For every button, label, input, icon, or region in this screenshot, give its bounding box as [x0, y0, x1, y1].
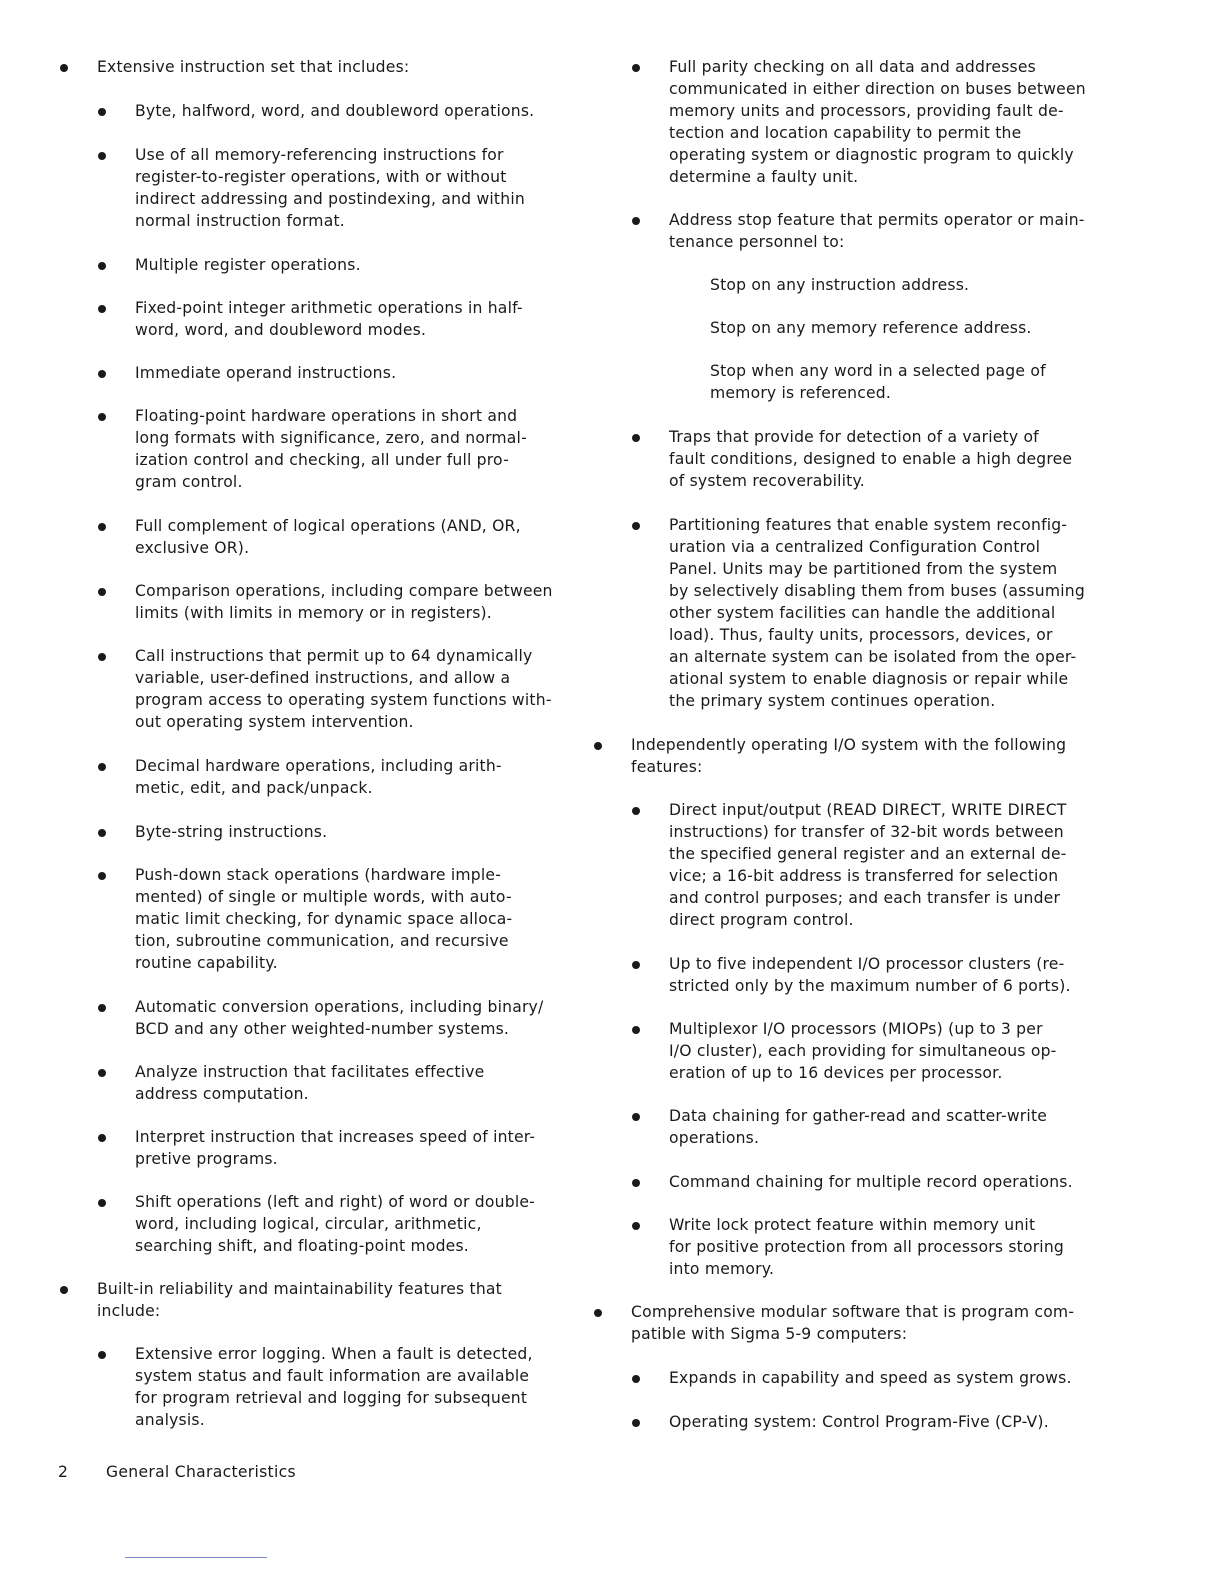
bullet-item [592, 1105, 1092, 1149]
bullet-item [58, 821, 558, 843]
text-line: word, word, and doubleword modes. [135, 321, 427, 339]
text-line: matic limit checking, for dynamic space alloca- [135, 910, 513, 928]
text-line: searching shift, and floating-point modes. [135, 1237, 469, 1255]
bullet-item [592, 1214, 1092, 1280]
text-line: Use of all memory-referencing instructions for [135, 146, 504, 164]
sub-item [592, 317, 1092, 339]
text-line: Extensive error logging. When a fault is detected, [135, 1345, 533, 1363]
text-line: I/O cluster), each providing for simultaneous op- [669, 1042, 1057, 1060]
text-line: Stop on any memory reference address. [710, 319, 1032, 337]
text-line: Expands in capability and speed as system grows. [669, 1369, 1072, 1387]
bullet-item [58, 100, 558, 122]
text-line: Independently operating I/O system with the following [631, 736, 1067, 754]
text-line: Full parity checking on all data and addresses [669, 58, 1036, 76]
bullet-item [58, 755, 558, 799]
text-line: address computation. [135, 1085, 309, 1103]
bullet-item [58, 996, 558, 1040]
sub-item [592, 274, 1092, 296]
text-line: limits (with limits in memory or in registers). [135, 604, 492, 622]
bullet-item [592, 1411, 1092, 1433]
text-line: load). Thus, faulty units, processors, devices, or [669, 626, 1053, 644]
text-line: tion, subroutine communication, and recursive [135, 932, 509, 950]
text-line: stricted only by the maximum number of 6 ports). [669, 977, 1071, 995]
text-line: metic, edit, and pack/unpack. [135, 779, 373, 797]
text-line: instructions) for transfer of 32-bit words between [669, 823, 1064, 841]
text-line: analysis. [135, 1411, 205, 1429]
text-line: Comprehensive modular software that is program com- [631, 1303, 1075, 1321]
text-line: Stop on any instruction address. [710, 276, 970, 294]
left-column [58, 56, 558, 1431]
text-line: the specified general register and an external de- [669, 845, 1067, 863]
text-line: vice; a 16-bit address is transferred for selection [669, 867, 1059, 885]
text-line: Floating-point hardware operations in short and [135, 407, 518, 425]
text-line: Interpret instruction that increases speed of inter- [135, 1128, 536, 1146]
bullet-item [58, 1191, 558, 1257]
text-line: word, including logical, circular, arithmetic, [135, 1215, 482, 1233]
text-line: Multiple register operations. [135, 256, 361, 274]
text-line: include: [97, 1302, 161, 1320]
text-line: gram control. [135, 473, 243, 491]
text-line: routine capability. [135, 954, 278, 972]
text-line: Direct input/output (READ DIRECT, WRITE DIRECT [669, 801, 1067, 819]
text-line: Analyze instruction that facilitates effective [135, 1063, 485, 1081]
text-line: for program retrieval and logging for subsequent [135, 1389, 528, 1407]
bullet-item [592, 734, 1092, 778]
text-line: Traps that provide for detection of a variety of [669, 428, 1039, 446]
text-line: tenance personnel to: [669, 233, 845, 251]
text-line: exclusive OR). [135, 539, 250, 557]
text-line: program access to operating system functions with- [135, 691, 552, 709]
text-line: Panel. Units may be partitioned from the system [669, 560, 1058, 578]
text-line: and control purposes; and each transfer is under [669, 889, 1061, 907]
text-line: determine a faulty unit. [669, 168, 859, 186]
text-line: Stop when any word in a selected page of [710, 362, 1046, 380]
bullet-item [592, 1367, 1092, 1389]
bullet-item [592, 514, 1092, 712]
text-line: register-to-register operations, with or without [135, 168, 507, 186]
text-line: other system facilities can handle the additional [669, 604, 1056, 622]
text-line: Push-down stack operations (hardware imple- [135, 866, 502, 884]
text-line: variable, user-defined instructions, and allow a [135, 669, 511, 687]
bullet-item [592, 953, 1092, 997]
text-line: Full complement of logical operations (AND, OR, [135, 517, 521, 535]
text-line: Operating system: Control Program-Five (CP-V). [669, 1413, 1049, 1431]
bullet-item [58, 254, 558, 276]
bullet-item [592, 426, 1092, 492]
text-line: Address stop feature that permits operator or main- [669, 211, 1085, 229]
text-line: Decimal hardware operations, including arith- [135, 757, 502, 775]
bullet-item [58, 580, 558, 624]
section-title: General Characteristics [106, 1463, 296, 1481]
text-line: BCD and any other weighted-number systems. [135, 1020, 510, 1038]
bullet-item [58, 1343, 558, 1431]
text-line: direct program control. [669, 911, 854, 929]
bullet-item [58, 144, 558, 232]
text-line: pretive programs. [135, 1150, 278, 1168]
bullet-item [592, 1171, 1092, 1193]
page-footer [58, 1463, 296, 1481]
text-line: ational system to enable diagnosis or repair while [669, 670, 1069, 688]
text-line: patible with Sigma 5-9 computers: [631, 1325, 908, 1343]
text-line: normal instruction format. [135, 212, 345, 230]
bullet-item [592, 799, 1092, 931]
text-line: Built-in reliability and maintainability features that [97, 1280, 502, 1298]
page-number: 2 [58, 1463, 69, 1481]
text-line: Multiplexor I/O processors (MIOPs) (up to 3 per [669, 1020, 1043, 1038]
bullet-item [58, 645, 558, 733]
text-line: Comparison operations, including compare between [135, 582, 553, 600]
bullet-item [592, 1301, 1092, 1345]
bullet-item [58, 56, 558, 78]
bullet-item [58, 1126, 558, 1170]
text-line: Call instructions that permit up to 64 dynamically [135, 647, 533, 665]
text-line: tection and location capability to permit the [669, 124, 1022, 142]
text-line: of system recoverability. [669, 472, 865, 490]
bullet-item [58, 1061, 558, 1105]
text-line: eration of up to 16 devices per processor. [669, 1064, 1003, 1082]
bullet-item [592, 1018, 1092, 1084]
bullet-item [58, 405, 558, 493]
sub-item [592, 360, 1092, 404]
text-line: ization control and checking, all under full pro- [135, 451, 509, 469]
text-line: Byte-string instructions. [135, 823, 328, 841]
text-line: into memory. [669, 1260, 775, 1278]
bullet-item [58, 362, 558, 384]
text-line: fault conditions, designed to enable a high degree [669, 450, 1073, 468]
text-line: Immediate operand instructions. [135, 364, 397, 382]
text-line: uration via a centralized Configuration Control [669, 538, 1041, 556]
text-line: Automatic conversion operations, including binary/ [135, 998, 544, 1016]
text-line: system status and fault information are available [135, 1367, 530, 1385]
text-line: operating system or diagnostic program to quickly [669, 146, 1074, 164]
bullet-item [58, 515, 558, 559]
bullet-item [58, 864, 558, 974]
text-line: out operating system intervention. [135, 713, 414, 731]
text-line: communicated in either direction on buses between [669, 80, 1086, 98]
bullet-item [58, 297, 558, 341]
text-line: features: [631, 758, 703, 776]
text-line: Partitioning features that enable system reconfig- [669, 516, 1068, 534]
bullet-item [58, 1278, 558, 1322]
text-line: Byte, halfword, word, and doubleword operations. [135, 102, 535, 120]
text-line: Fixed-point integer arithmetic operations in half- [135, 299, 523, 317]
text-line: Shift operations (left and right) of word or double- [135, 1193, 535, 1211]
text-line: mented) of single or multiple words, with auto- [135, 888, 512, 906]
bullet-item [592, 56, 1092, 188]
text-line: Extensive instruction set that includes: [97, 58, 410, 76]
right-column [592, 56, 1092, 1433]
bullet-item [592, 209, 1092, 253]
text-line: long formats with significance, zero, and normal- [135, 429, 527, 447]
text-line: memory units and processors, providing fault de- [669, 102, 1064, 120]
text-line: for positive protection from all processors storing [669, 1238, 1065, 1256]
text-line: by selectively disabling them from buses (assuming [669, 582, 1085, 600]
footnote-rule [125, 1557, 267, 1558]
text-line: Up to five independent I/O processor clusters (re- [669, 955, 1065, 973]
text-line: an alternate system can be isolated from the oper- [669, 648, 1077, 666]
text-line: the primary system continues operation. [669, 692, 996, 710]
text-line: memory is referenced. [710, 384, 892, 402]
text-line: Command chaining for multiple record operations. [669, 1173, 1073, 1191]
text-line: indirect addressing and postindexing, and within [135, 190, 525, 208]
text-line: Data chaining for gather-read and scatter-write [669, 1107, 1048, 1125]
text-line: operations. [669, 1129, 760, 1147]
text-line: Write lock protect feature within memory unit [669, 1216, 1036, 1234]
